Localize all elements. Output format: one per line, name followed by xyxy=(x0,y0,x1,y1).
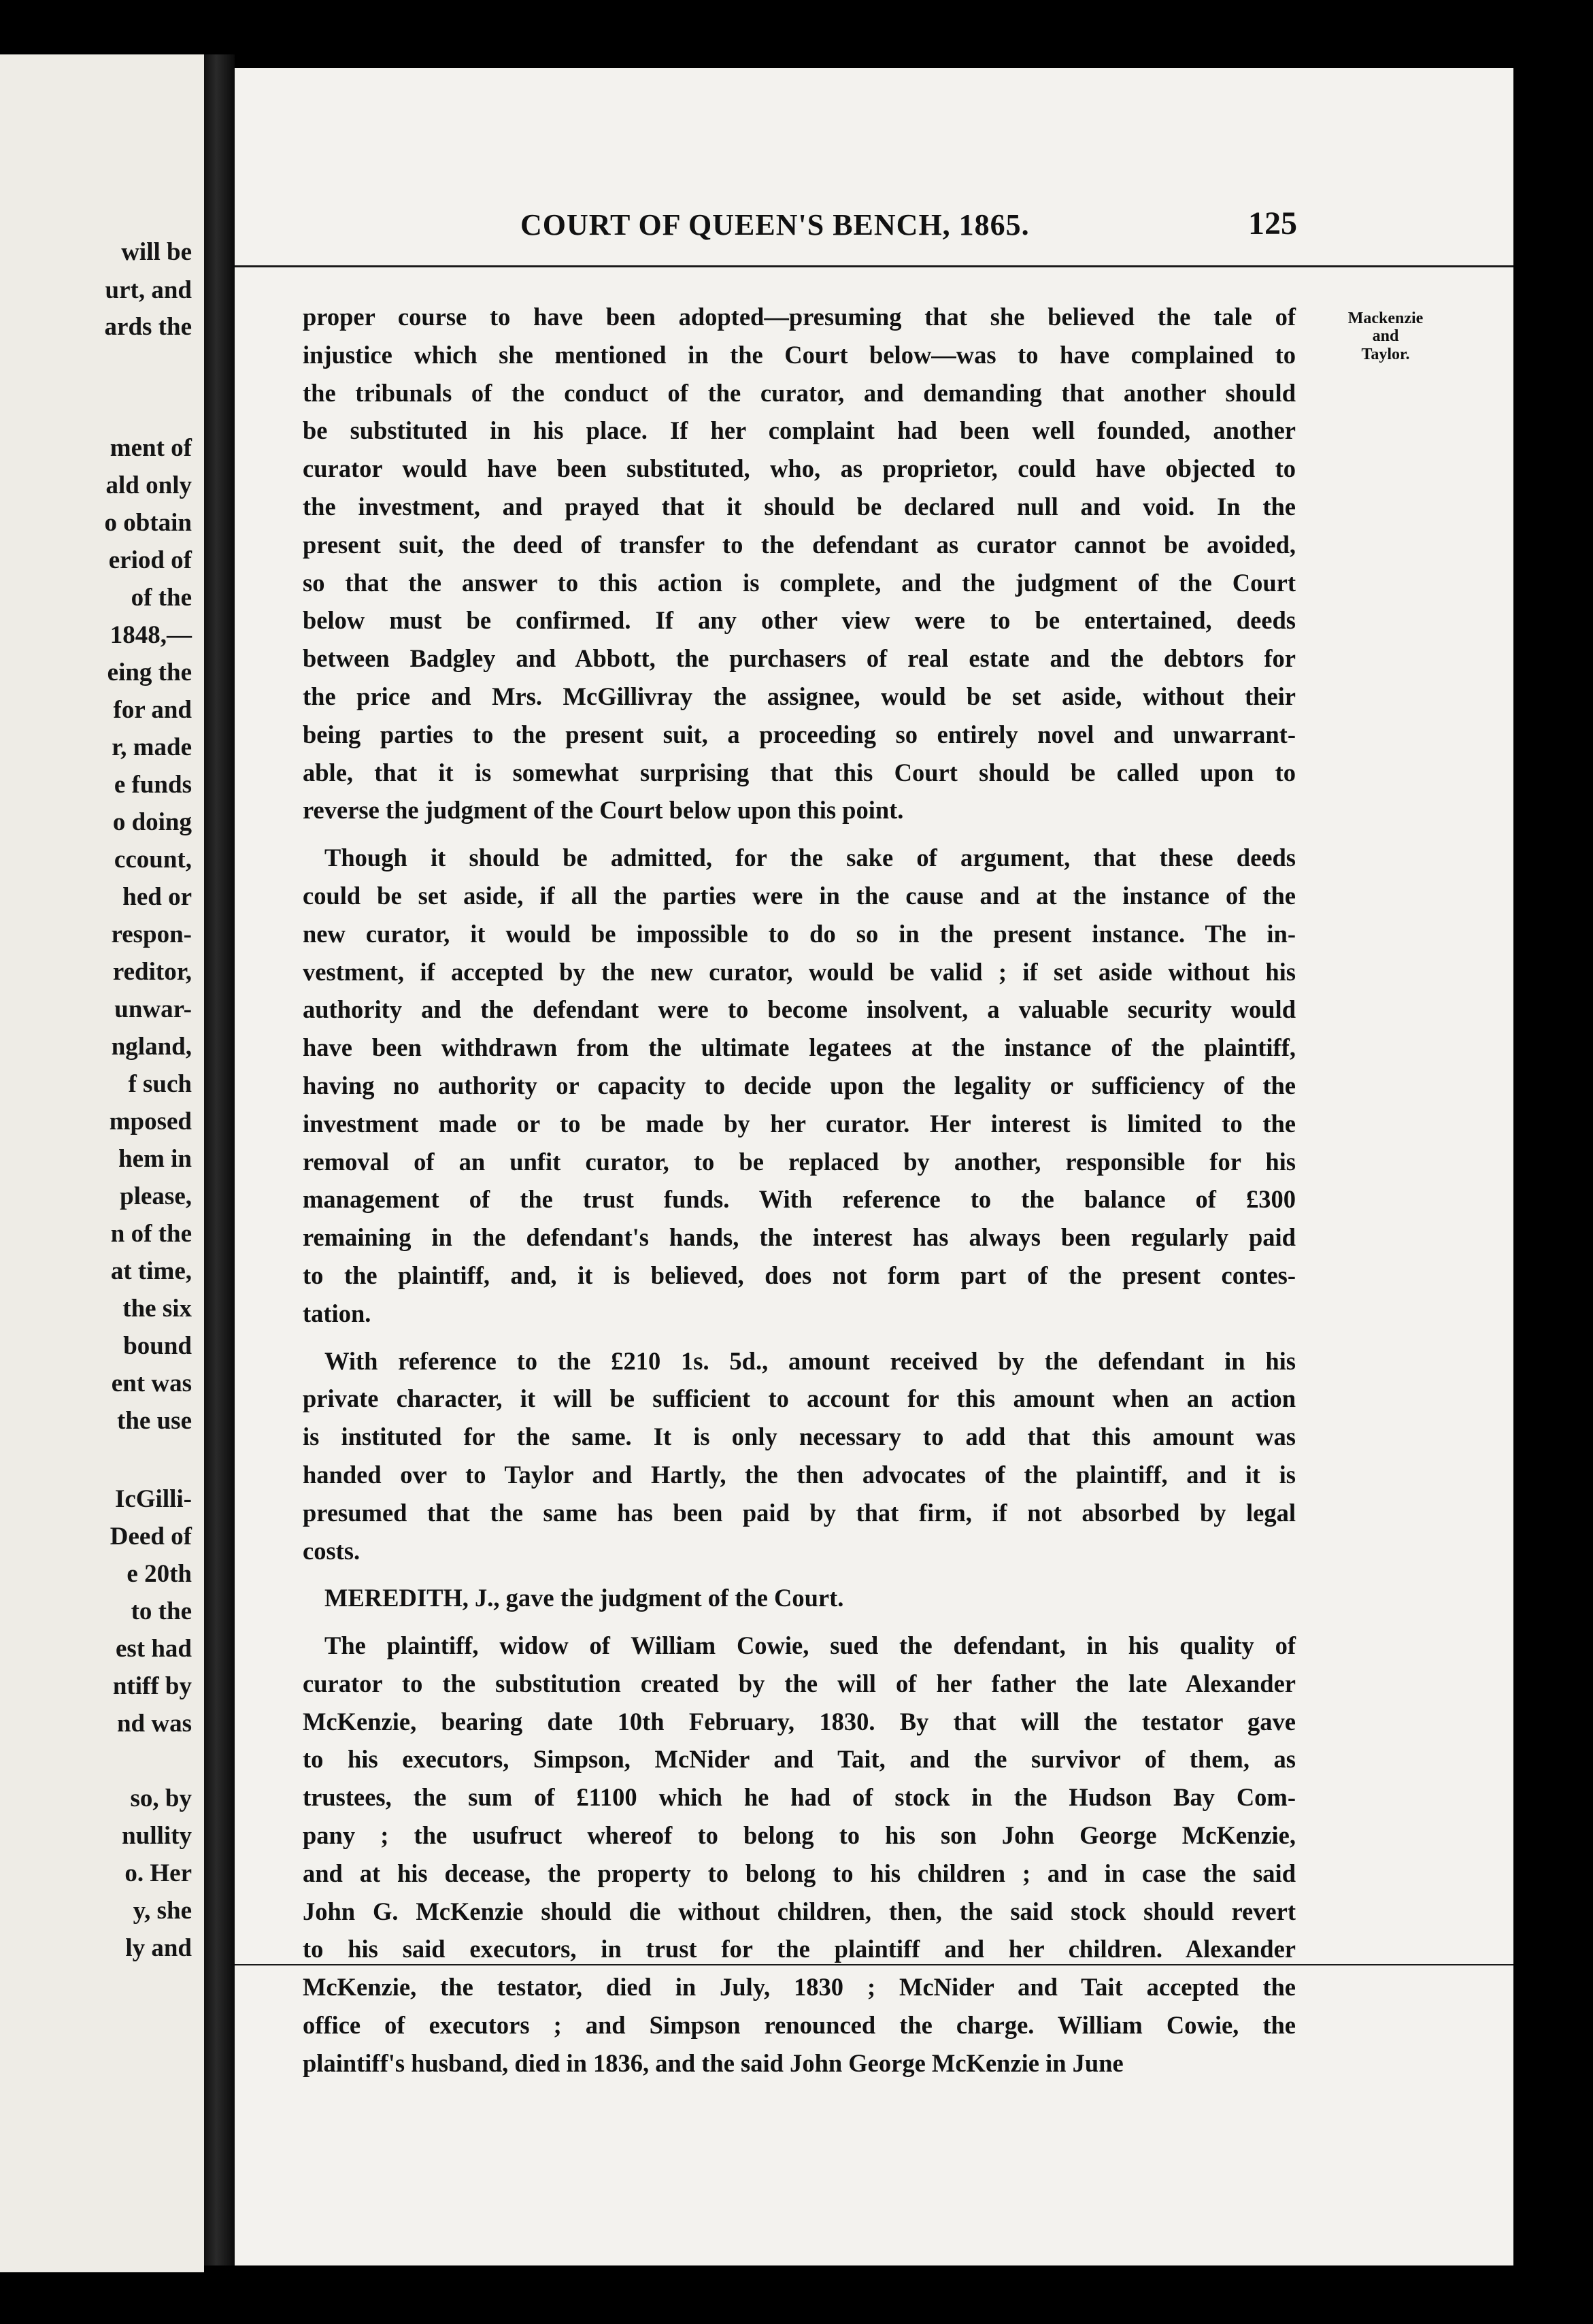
text-line: below must be confirmed. If any other view were to be entertained, deeds xyxy=(303,606,1296,635)
page-fold-line xyxy=(235,1964,1513,1965)
book-gutter xyxy=(204,54,235,2265)
fragment-line: y, she xyxy=(133,1897,192,1925)
fragment-line: ards the xyxy=(104,313,192,341)
text-line: present suit, the deed of transfer to the defendant as curator cannot be avoided, xyxy=(303,530,1296,559)
paragraph xyxy=(303,1579,1296,1617)
text-line: and at his decease, the property to belong to his children ; and in case the said xyxy=(303,1859,1296,1887)
fragment-line: 1848,— xyxy=(110,621,192,649)
text-line: presumed that the same has been paid by that firm, if not absorbed by legal xyxy=(303,1498,1296,1527)
text-line: to the plaintiff, and, it is believed, does not form part of the present contes- xyxy=(303,1261,1296,1289)
text-line: so that the answer to this action is complete, and the judgment of the Court xyxy=(303,568,1296,597)
text-line: costs. xyxy=(303,1536,360,1565)
text-line: authority and the defendant were to become insolvent, a valuable security would xyxy=(303,995,1296,1024)
fragment-line: r, made xyxy=(112,733,192,761)
text-line: reverse the judgment of the Court below upon this point. xyxy=(303,796,904,825)
fragment-line: eing the xyxy=(107,659,192,686)
text-line: pany ; the usufruct whereof to belong to his son John George McKenzie, xyxy=(303,1821,1296,1850)
text-line: management of the trust funds. With reference to the balance of £300 xyxy=(303,1185,1296,1214)
margin-note-line: Taylor. xyxy=(1361,345,1410,363)
document-page xyxy=(235,68,1513,2265)
fragment-line: ccount, xyxy=(114,846,192,874)
fragment-line: ntiff by xyxy=(112,1672,192,1700)
text-line: With reference to the £210 1s. 5d., amount received by the defendant in his xyxy=(324,1346,1296,1375)
text-line: proper course to have been adopted—presuming that she believed the tale of xyxy=(303,303,1296,331)
text-line: the investment, and prayed that it should be declared null and void. In the xyxy=(303,492,1296,520)
fragment-line: the use xyxy=(117,1407,192,1435)
paragraph xyxy=(303,839,1296,1332)
fragment-line: hem in xyxy=(118,1145,192,1173)
fragment-line: the six xyxy=(122,1295,192,1323)
header-rule xyxy=(235,265,1513,267)
text-line: McKenzie, the testator, died in July, 1830 ; McNider and Tait accepted the xyxy=(303,1973,1296,2002)
paragraph xyxy=(303,298,1296,829)
fragment-line: e funds xyxy=(114,771,192,799)
text-line: having no authority or capacity to decide upon the legality or sufficiency of the xyxy=(303,1071,1296,1099)
fragment-line: reditor, xyxy=(112,958,192,986)
fragment-line: ment of xyxy=(110,434,192,462)
fragment-line: respon- xyxy=(111,920,192,948)
text-line: handed over to Taylor and Hartly, the then advocates of the plaintiff, and it is xyxy=(303,1460,1296,1489)
fragment-line: nd was xyxy=(116,1710,192,1738)
text-line: curator to the substitution created by the will of her father the late Alexander xyxy=(303,1669,1296,1697)
fragment-line: unwar- xyxy=(114,995,192,1023)
fragment-line: nullity xyxy=(122,1822,192,1850)
text-line: investment made or to be made by her curator. Her interest is limited to the xyxy=(303,1109,1296,1138)
text-line: office of executors ; and Simpson renounced the charge. William Cowie, the xyxy=(303,2011,1296,2040)
adjacent-page-fragment xyxy=(0,54,204,2272)
text-line: McKenzie, bearing date 10th February, 1830. By that will the testator gave xyxy=(303,1707,1296,1736)
fragment-line: bound xyxy=(123,1332,192,1360)
fragment-line: ald only xyxy=(105,471,192,499)
margin-note-line: and xyxy=(1372,327,1399,346)
text-line: the tribunals of the conduct of the curator, and demanding that another should xyxy=(303,378,1296,407)
fragment-line: ly and xyxy=(125,1934,192,1962)
text-line: remaining in the defendant's hands, the interest has always been regularly paid xyxy=(303,1223,1296,1252)
text-line: new curator, it would be impossible to do so in the present instance. The in- xyxy=(303,919,1296,948)
text-line: being parties to the present suit, a proceeding so entirely novel and unwarrant- xyxy=(303,720,1296,748)
text-line: The plaintiff, widow of William Cowie, sued the defendant, in his quality of xyxy=(324,1631,1296,1660)
fragment-line: Deed of xyxy=(110,1523,192,1550)
fragment-line: will be xyxy=(121,238,192,266)
text-line: able, that it is somewhat surprising that this Court should be called upon to xyxy=(303,758,1296,786)
fragment-line: so, by xyxy=(130,1784,192,1812)
text-line: tation. xyxy=(303,1299,371,1327)
text-line: to his said executors, in trust for the plaintiff and her children. Alexander xyxy=(303,1935,1296,1963)
text-line: private character, it will be sufficient to account for this amount when an action xyxy=(303,1384,1296,1413)
text-line: to his executors, Simpson, McNider and Tait, and the survivor of them, as xyxy=(303,1745,1296,1774)
margin-note xyxy=(1331,310,1440,363)
text-line: Though it should be admitted, for the sake of argument, that these deeds xyxy=(324,844,1296,872)
fragment-line: o doing xyxy=(112,808,192,836)
page-title: COURT OF QUEEN'S BENCH, 1865. xyxy=(520,208,1030,242)
text-line: MEREDITH, J., gave the judgment of the Court. xyxy=(324,1584,844,1612)
fragment-line: e 20th xyxy=(127,1560,192,1588)
fragment-line: hed or xyxy=(122,883,192,911)
fragment-line: f such xyxy=(128,1070,192,1098)
text-line: have been withdrawn from the ultimate legatees at the instance of the plaintiff, xyxy=(303,1033,1296,1062)
fragment-line: ent was xyxy=(111,1370,192,1397)
text-line: the price and Mrs. McGillivray the assignee, would be set aside, without their xyxy=(303,682,1296,710)
text-line: vestment, if accepted by the new curator, would be valid ; if set aside without his xyxy=(303,957,1296,986)
fragment-line: eriod of xyxy=(108,546,192,574)
fragment-line: to the xyxy=(131,1597,192,1625)
fragment-line: o obtain xyxy=(104,509,192,537)
fragment-line: o. Her xyxy=(124,1859,192,1887)
text-line: curator would have been substituted, who, as proprietor, could have objected to xyxy=(303,454,1296,483)
text-line: injustice which she mentioned in the Court below—was to have complained to xyxy=(303,340,1296,369)
paragraph xyxy=(303,1342,1296,1570)
text-line: removal of an unfit curator, to be replaced by another, responsible for his xyxy=(303,1147,1296,1176)
fragment-line: urt, and xyxy=(105,276,192,304)
text-line: be substituted in his place. If her complaint had been well founded, another xyxy=(303,416,1296,445)
fragment-line: ngland, xyxy=(111,1033,192,1061)
text-line: John G. McKenzie should die without children, then, the said stock should revert xyxy=(303,1897,1296,1925)
fragment-line: for and xyxy=(113,696,192,724)
text-line: trustees, the sum of £1100 which he had of stock in the Hudson Bay Com- xyxy=(303,1783,1296,1812)
page-number: 125 xyxy=(1248,205,1297,242)
running-head xyxy=(235,205,1513,248)
text-line: could be set aside, if all the parties were in the cause and at the instance of the xyxy=(303,881,1296,910)
text-line: is instituted for the same. It is only necessary to add that this amount was xyxy=(303,1423,1296,1451)
text-line: between Badgley and Abbott, the purchasers of real estate and the debtors for xyxy=(303,644,1296,673)
fragment-line: please, xyxy=(120,1182,192,1210)
body-text xyxy=(303,298,1296,2082)
margin-note-line: Mackenzie xyxy=(1347,310,1424,327)
fragment-line: mposed xyxy=(109,1108,192,1135)
fragment-line: est had xyxy=(115,1635,192,1663)
fragment-line: n of the xyxy=(110,1220,192,1248)
fragment-line: IcGilli- xyxy=(114,1485,192,1513)
paragraph xyxy=(303,1627,1296,2082)
fragment-line: at time, xyxy=(110,1257,192,1285)
text-line: plaintiff's husband, died in 1836, and the said John George McKenzie in June xyxy=(303,2048,1124,2077)
fragment-line: of the xyxy=(131,584,192,612)
